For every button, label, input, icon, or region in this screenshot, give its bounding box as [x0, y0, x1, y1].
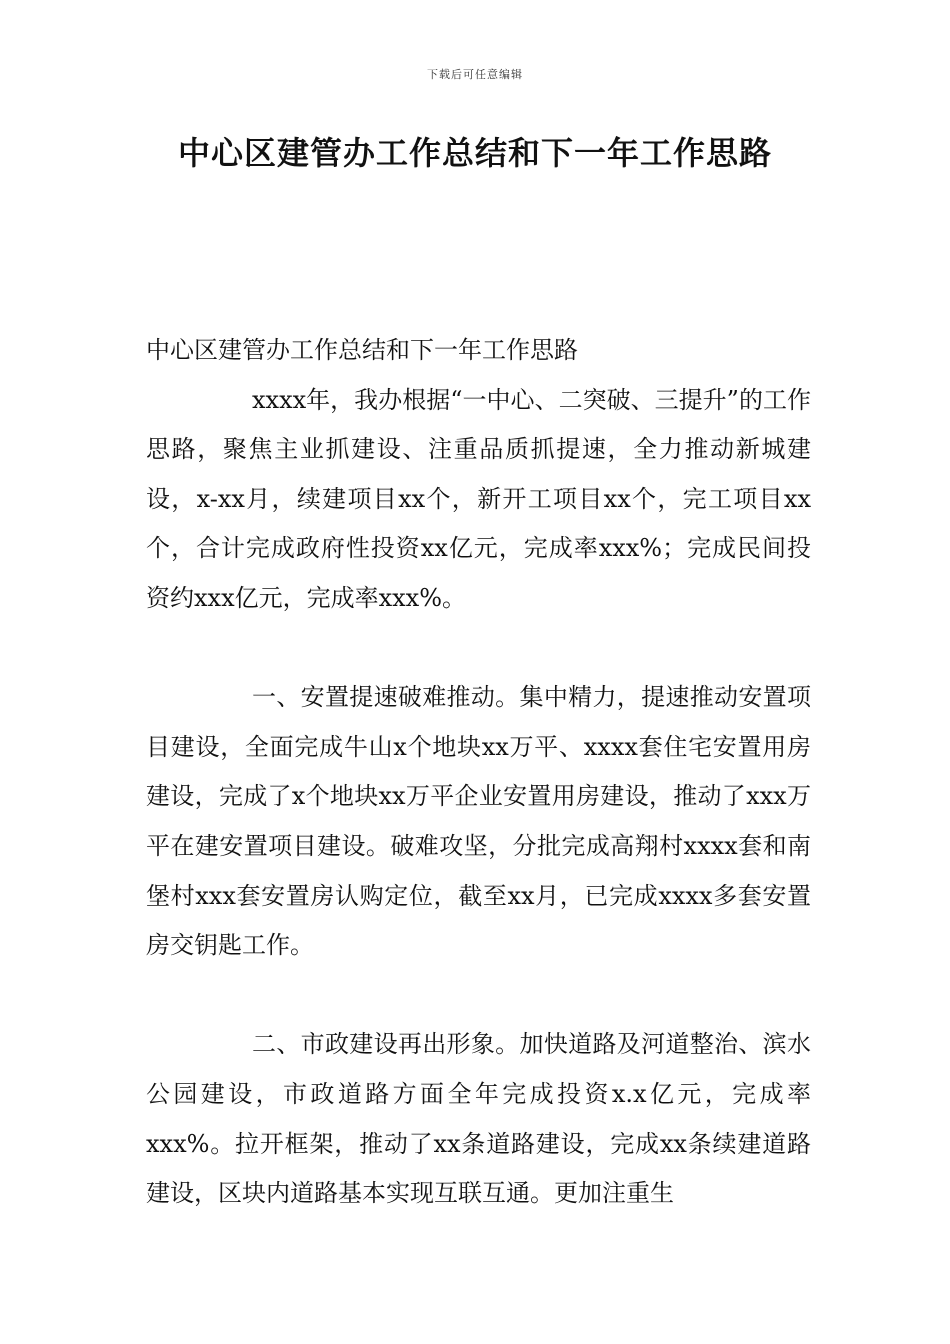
document-title: 中心区建管办工作总结和下一年工作思路: [177, 134, 772, 172]
document-subtitle: 中心区建管办工作总结和下一年工作思路: [146, 336, 578, 364]
paragraph-intro: xxxx年，我办根据“一中心、二突破、三提升”的工作思路，聚焦主业抓建设、注重品质抓提速，全力推动新城建设，x-xx月，续建项目xx个，新开工项目xx个，完工项目xx个，合计完成政府性投资xx亿元，完成率xxx%；完成民间投资约xxx亿元，完成率xxx%。: [146, 385, 811, 612]
paragraph-resettlement: 一、安置提速破难推动。集中精力，提速推动安置项目建设，全面完成牛山x个地块xx万平、xxxx套住宅安置用房建设，完成了x个地块xx万平企业安置用房建设，推动了xxx万平在建安置项目建设。破难攻坚，分批完成高翔村xxxx套和南堡村xxx套安置房认购定位，截至xx月，已完成xxxx多套安置房交钥匙工作。: [146, 683, 811, 960]
header-note: 下载后可任意编辑: [427, 68, 523, 81]
document-body: [146, 326, 811, 1219]
paragraph-municipal: 二、市政建设再出形象。加快道路及河道整治、滨水公园建设，市政道路方面全年完成投资x.x亿元，完成率xxx%。拉开框架，推动了xx条道路建设，完成xx条续建道路建设，区块内道路基本实现互联互通。更加注重生: [146, 1030, 811, 1208]
